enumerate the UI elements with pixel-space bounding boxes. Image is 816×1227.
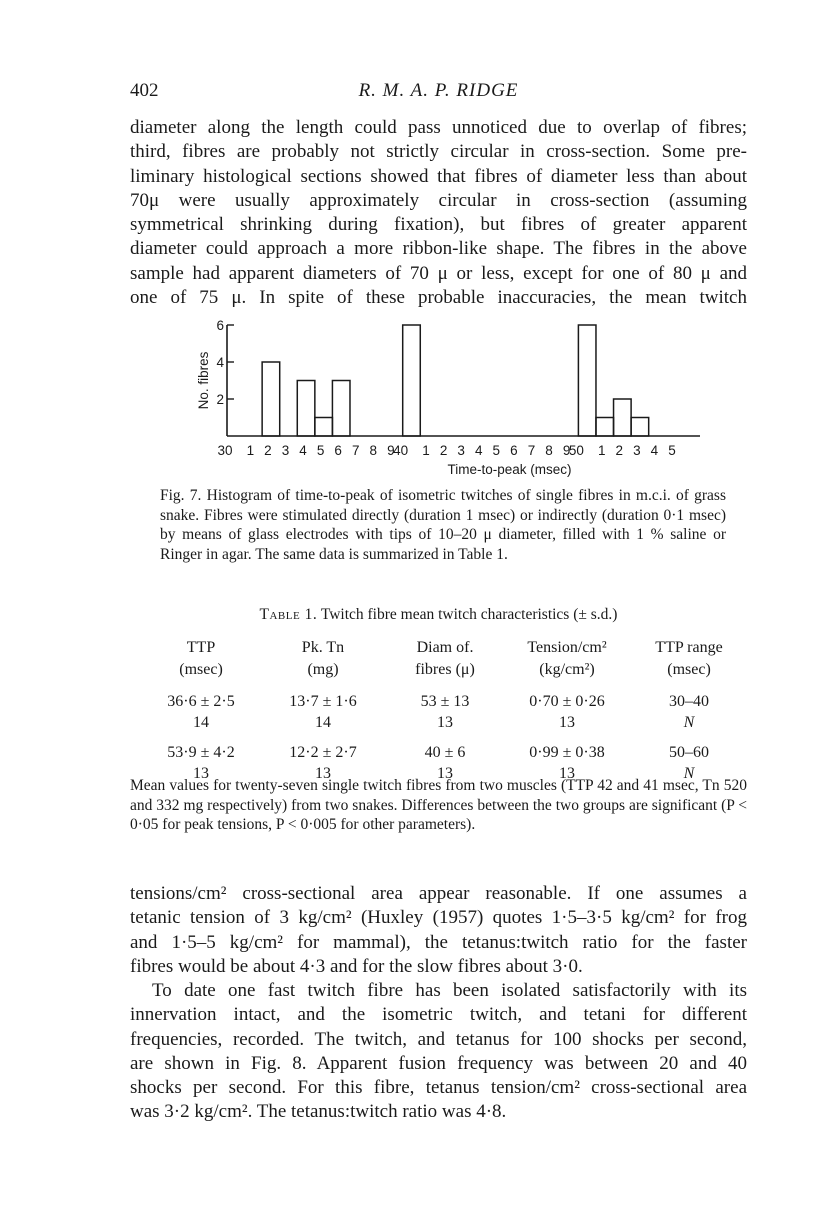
x-tick-label: 5 <box>668 443 676 458</box>
text-line: was 3·2 kg/cm². The tetanus:twitch ratio was 4·8. <box>130 1101 507 1123</box>
table-1-note: Mean values for twenty-seven single twitch fibres from two muscles (TTP 42 and 41 msec, Tn 520 and 332 mg respectively) from two snakes. Differences between the two groups are significant (P < 0·05 for peak tensions, P < 0·005 for other parameters). <box>130 777 747 833</box>
table-cell: 53 ± 13 <box>420 693 470 710</box>
column-header: TTP <box>186 639 216 656</box>
x-tick-label: 9 <box>387 443 395 458</box>
text-line: innervation intact, and the isometric twitch, and tetani for different <box>130 1004 747 1026</box>
histogram-bar <box>631 418 649 437</box>
table-cell: 12·2 ± 2·7 <box>289 744 357 761</box>
y-ticks <box>216 320 234 407</box>
table-header-row <box>140 637 750 659</box>
x-tick-label: 4 <box>299 443 307 458</box>
x-ticks <box>217 443 675 458</box>
x-tick-label: 6 <box>510 443 518 458</box>
histogram-bar <box>297 381 315 437</box>
text-line: 70μ were usually approximately circular in cross-section (assuming <box>130 189 747 211</box>
x-tick-label: 50 <box>568 443 584 458</box>
table-row <box>140 691 750 712</box>
text-line: symmetrical shrinking during fixation), but fibres of greater apparent <box>130 214 747 236</box>
column-header: (mg) <box>307 661 339 678</box>
table-cell: 14 <box>193 714 209 731</box>
table-cell: N <box>683 714 695 731</box>
text-line: frequencies, recorded. The twitch, and tetanus for 100 shocks per second, <box>130 1028 747 1050</box>
column-header: fibres (μ) <box>415 661 475 678</box>
x-tick-label: 2 <box>439 443 448 458</box>
x-tick-label: 2 <box>615 443 624 458</box>
text-line: liminary histological sections showed that fibres of diameter less than about <box>130 165 747 187</box>
x-tick-label: 3 <box>633 443 641 458</box>
column-header: Tension/cm² <box>527 639 607 656</box>
text-line: diameter could approach a more ribbon-like shape. The fibres in the above <box>130 238 747 260</box>
x-axis-label: Time-to-peak (msec) <box>447 462 572 477</box>
text-line: To date one fast twitch fibre has been isolated satisfactorily with its <box>152 980 747 1001</box>
text-line: are shown in Fig. 8. Apparent fusion frequency was between 20 and 40 <box>130 1052 747 1074</box>
paragraph-3 <box>130 979 747 1125</box>
running-head: R. M. A. P. RIDGE <box>358 80 519 101</box>
table-label: Table 1. <box>259 606 318 623</box>
column-header: (msec) <box>667 661 711 678</box>
column-header: (kg/cm²) <box>539 661 595 678</box>
table-cell: 13 <box>315 765 331 782</box>
table-cell: 13 <box>437 765 453 782</box>
y-tick-label: 4 <box>216 355 224 370</box>
table-cell: 13·7 ± 1·6 <box>289 693 357 710</box>
y-tick-label: 2 <box>216 392 224 407</box>
x-tick-label: 6 <box>334 443 342 458</box>
histogram-bar <box>614 399 632 436</box>
x-tick-label: 40 <box>393 443 409 458</box>
x-tick-label: 5 <box>492 443 501 458</box>
x-tick-label: 4 <box>650 443 659 458</box>
text-line: one of 75 μ. In spite of these probable inaccuracies, the mean twitch <box>130 287 747 309</box>
text-line: diameter along the length could pass unnoticed due to overlap of fibres; <box>130 117 747 138</box>
table-cell: 13 <box>559 765 575 782</box>
table-cell: 0·99 ± 0·38 <box>529 744 605 761</box>
table-title-text: Twitch fibre mean twitch characteristics (± s.d.) <box>320 606 618 623</box>
x-tick-label: 5 <box>316 443 325 458</box>
text-line: shocks per second. For this fibre, tetanus tension/cm² cross-sectional area <box>130 1077 747 1099</box>
x-tick-label: 3 <box>457 443 465 458</box>
table-cell: 13 <box>559 714 575 731</box>
x-tick-label: 30 <box>217 443 233 458</box>
paragraph-1 <box>130 116 747 310</box>
table-cell: 0·70 ± 0·26 <box>529 693 605 710</box>
x-tick-label: 7 <box>351 443 360 458</box>
histogram-bar <box>262 362 280 436</box>
x-tick-label: 3 <box>281 443 290 458</box>
x-tick-label: 8 <box>545 443 553 458</box>
histogram-bar <box>315 418 333 437</box>
table-cell: 36·6 ± 2·5 <box>167 693 235 710</box>
column-header: TTP range <box>655 639 723 656</box>
text-line: sample had apparent diameters of 70 μ or less, except for one of 80 μ and <box>130 262 747 284</box>
paragraph-2 <box>130 882 747 979</box>
x-tick-label: 2 <box>264 443 272 458</box>
page-number: 402 <box>130 80 159 101</box>
table-cell: 13 <box>193 765 209 782</box>
page-header <box>130 80 747 108</box>
table-row <box>140 733 750 763</box>
histogram-bar <box>403 325 421 436</box>
column-header: Diam of. <box>416 639 474 656</box>
x-tick-label: 9 <box>562 443 571 458</box>
table-cell: 40 ± 6 <box>424 744 466 761</box>
text-line: tensions/cm² cross-sectional area appear reasonable. If one assumes a <box>130 883 747 904</box>
table-cell: 50–60 <box>669 744 709 761</box>
histogram-bar <box>332 381 350 437</box>
table-1 <box>140 637 750 784</box>
histogram-bars <box>262 325 649 436</box>
table-cell: 13 <box>437 714 453 731</box>
x-tick-label: 1 <box>246 443 255 458</box>
table-row <box>140 712 750 733</box>
table-cell: 30–40 <box>669 693 709 710</box>
figure-7-histogram <box>180 320 700 480</box>
column-header: (msec) <box>179 661 223 678</box>
figure-7-caption: Fig. 7. Histogram of time-to-peak of isometric twitches of single fibres in m.c.i. of grass snake. Fibres were stimulated directly (duration 1 msec) or indirectly (duration 0·1 msec) by means of glass electrodes with tips of 10–20 μ diameter, filled with 1 % saline or Ringer in agar. The same data is summarized in Table 1. <box>160 487 726 563</box>
x-tick-label: 1 <box>422 443 430 458</box>
y-tick-label: 6 <box>216 320 224 333</box>
text-line: and 1·5–5 kg/cm² for mammal), the tetanus:twitch ratio for the faster <box>130 931 747 953</box>
x-tick-label: 4 <box>474 443 483 458</box>
table-cell: 14 <box>315 714 331 731</box>
y-axis-label: No. fibres <box>196 351 211 410</box>
table-1-title <box>130 606 747 624</box>
x-tick-label: 8 <box>369 443 378 458</box>
table-cell: N <box>683 765 695 782</box>
text-line: fibres would be about 4·3 and for the slow fibres about 3·0. <box>130 955 583 977</box>
text-line: tetanic tension of 3 kg/cm² (Huxley (1957) quotes 1·5–3·5 kg/cm² for frog <box>130 907 747 929</box>
table-cell: 53·9 ± 4·2 <box>167 744 235 761</box>
histogram-bar <box>578 325 596 436</box>
column-header: Pk. Tn <box>301 639 345 656</box>
table-header-row <box>140 659 750 691</box>
x-tick-label: 1 <box>597 443 606 458</box>
x-tick-label: 7 <box>527 443 536 458</box>
text-line: third, fibres are probably not strictly circular in cross-section. Some pre- <box>130 141 747 163</box>
histogram-bar <box>596 418 614 437</box>
